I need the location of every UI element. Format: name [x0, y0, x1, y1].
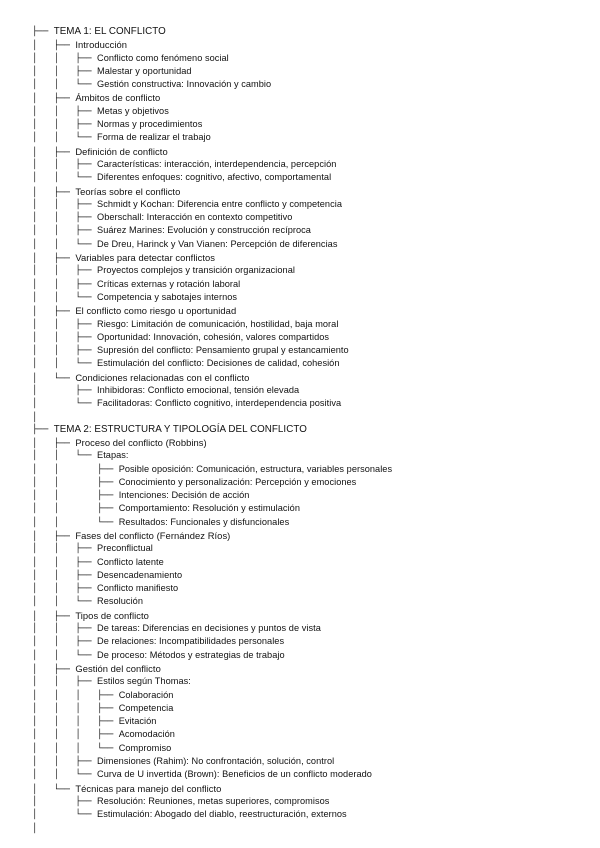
tree-connector: │ ├── [32, 531, 76, 542]
outline-item-dimensiones-rahim-no-confrontacion-soluc [32, 755, 592, 768]
topic-separator [32, 411, 592, 423]
outline-item-competencia-y-sabotajes-internos [32, 291, 592, 304]
tree-connector: │ │ ├── [32, 66, 98, 77]
tree-connector: │ │ │ ├── [32, 730, 119, 741]
outline-item-oberschall-interaccion-en-contexto-compe [32, 211, 592, 224]
outline-item-fases-del-conflicto-fernandez-rios [32, 529, 592, 542]
node-label: Diferentes enfoques: cognitivo, afectivo, comportamental [97, 172, 332, 183]
tree-connector: │ ├── [32, 611, 76, 622]
tree-connector: │ │ ├── [32, 584, 98, 595]
node-label: Inhibidoras: Conflicto emocional, tensión elevada [97, 385, 300, 396]
tree-connector: │ │ ├── [32, 491, 119, 502]
tree-connector: │ ├── [32, 386, 98, 397]
tree-connector: │ │ ├── [32, 120, 98, 131]
outline-item-oportunidad-innovacion-cohesion-valores- [32, 331, 592, 344]
outline-item-definicion-de-conflicto [32, 145, 592, 158]
outline-item-comportamiento-resolucion-y-estimulacion [32, 502, 592, 515]
node-label: Teorías sobre el conflicto [75, 185, 181, 197]
outline-item-diferentes-enfoques-cognitivo-afectivo-c [32, 171, 592, 184]
outline-item-conflicto-como-fenomeno-social [32, 52, 592, 65]
node-label: Colaboración [118, 689, 174, 700]
outline-item-metas-y-objetivos [32, 105, 592, 118]
node-label: Competencia y sabotajes internos [97, 291, 238, 302]
tree-connector: │ └── [32, 810, 98, 821]
node-label: Riesgo: Limitación de comunicación, hostilidad, baja moral [97, 318, 339, 329]
tree-connector: │ [32, 823, 38, 834]
tree-connector: │ │ ├── [32, 332, 98, 343]
outline-item-riesgo-limitacion-de-comunicacion-hostil [32, 318, 592, 331]
tree-connector: │ │ └── [32, 133, 98, 144]
outline-item-conocimiento-y-personalizacion-percepcio [32, 476, 592, 489]
tree-connector: │ │ ├── [32, 557, 98, 568]
node-label: Forma de realizar el trabajo [97, 132, 211, 143]
node-label: Posible oposición: Comunicación, estructura, variables personales [118, 463, 393, 474]
tree-connector: │ │ ├── [32, 477, 119, 488]
tree-connector: │ └── [32, 399, 98, 410]
node-label: De tareas: Diferencias en decisiones y puntos de vista [97, 623, 321, 634]
outline-item-el-conflicto-como-riesgo-u-oportunidad [32, 304, 592, 317]
outline-item-preconflictual [32, 542, 592, 555]
node-label: Gestión del conflicto [75, 662, 161, 674]
node-label: Metas y objetivos [97, 105, 169, 116]
node-label: De relaciones: Incompatibilidades personales [97, 636, 285, 647]
outline-item-acomodacion [32, 728, 592, 741]
outline-item-conflicto-latente [32, 556, 592, 569]
tree-connector: ├── [32, 27, 54, 37]
tree-connector: │ │ ├── [32, 319, 98, 330]
outline-item-estimulacion-del-conflicto-decisiones-de [32, 357, 592, 370]
tree-connector: │ ├── [32, 664, 76, 675]
outline-item-proyectos-complejos-y-transicion-organiz [32, 264, 592, 277]
tree-connector: │ ├── [32, 41, 76, 52]
outline-item-suarez-marines-evolucion-y-construccion- [32, 224, 592, 237]
node-label: Comportamiento: Resolución y estimulación [118, 503, 300, 514]
tree-connector: │ │ ├── [32, 279, 98, 290]
outline-item-introduccion [32, 38, 592, 51]
node-label: Normas y procedimientos [97, 119, 203, 130]
node-label: Condiciones relacionadas con el conflicto [75, 371, 250, 383]
tree-connector: │ │ │ ├── [32, 690, 119, 701]
node-label: Gestión constructiva: Innovación y cambio [97, 79, 272, 90]
outline-item-criticas-externas-y-rotacion-laboral [32, 278, 592, 291]
node-label: Introducción [75, 39, 128, 51]
tree-connector: │ │ ├── [32, 266, 98, 277]
outline-item-estilos-segun-thomas [32, 675, 592, 688]
node-label: Conflicto latente [97, 556, 164, 567]
node-label: Supresión del conflicto: Pensamiento grupal y estancamiento [97, 345, 349, 356]
tree-connector: │ │ └── [32, 359, 98, 370]
outline-item-evitacion [32, 715, 592, 728]
topic-title-2 [32, 423, 592, 436]
outline-item-de-dreu-harinck-y-van-vianen-percepcion- [32, 238, 592, 251]
node-label: Suárez Marines: Evolución y construcción recíproca [97, 225, 311, 236]
outline-item-normas-y-procedimientos [32, 118, 592, 131]
outline-item-gestion-constructiva-innovacion-y-cambio [32, 78, 592, 91]
node-label: Etapas: [97, 450, 129, 461]
node-label: Tipos de conflicto [75, 609, 149, 621]
outline-item-competencia [32, 702, 592, 715]
node-label: TEMA 1: EL CONFLICTO [53, 26, 166, 37]
node-label: Fases del conflicto (Fernández Ríos) [75, 529, 231, 541]
node-label: Schmidt y Kochan: Diferencia entre conflicto y competencia [97, 198, 342, 209]
topic-title-1 [32, 25, 592, 38]
tree-connector: │ │ ├── [32, 504, 119, 515]
tree-connector: │ │ └── [32, 173, 98, 184]
node-label: Resultados: Funcionales y disfuncionales [118, 516, 290, 527]
tree-connector: │ │ ├── [32, 159, 98, 170]
tree-connector: │ ├── [32, 254, 76, 265]
outline-item-conflicto-manifiesto [32, 582, 592, 595]
node-label: Conocimiento y personalización: Percepción y emociones [118, 476, 357, 487]
node-label: Dimensiones (Rahim): No confrontación, solución, control [97, 756, 335, 767]
node-label: Malestar y oportunidad [97, 65, 192, 76]
node-label: Acomodación [118, 729, 175, 740]
outline-item-ambitos-de-conflicto [32, 91, 592, 104]
tree-connector: │ [32, 412, 38, 423]
tree-connector: │ │ └── [32, 239, 98, 250]
outline-item-variables-para-detectar-conflictos [32, 251, 592, 264]
tree-connector: │ └── [32, 373, 76, 384]
outline-item-etapas [32, 449, 592, 462]
node-label: Conflicto manifiesto [97, 583, 179, 594]
tree-connector: │ ├── [32, 94, 76, 105]
outline-item-compromiso [32, 742, 592, 755]
outline-item-colaboracion [32, 689, 592, 702]
outline-item-tecnicas-para-manejo-del-conflicto [32, 782, 592, 795]
tree-connector: │ │ └── [32, 451, 98, 462]
outline-item-supresion-del-conflicto-pensamiento-grup [32, 344, 592, 357]
node-label: Resolución [97, 596, 143, 607]
node-label: Intenciones: Decisión de acción [118, 490, 250, 501]
outline-item-intenciones-decision-de-accion [32, 489, 592, 502]
tree-connector: │ ├── [32, 796, 98, 807]
tree-connector: │ │ └── [32, 770, 98, 781]
tree-connector: │ ├── [32, 187, 76, 198]
node-label: De proceso: Métodos y estrategias de trabajo [97, 649, 285, 660]
outline-item-curva-de-u-invertida-brown-beneficios-de [32, 768, 592, 781]
outline-item-inhibidoras-conflicto-emocional-tension- [32, 384, 592, 397]
tree-tail [32, 822, 592, 835]
outline-item-resultados-funcionales-y-disfuncionales [32, 516, 592, 529]
outline-item-estimulacion-abogado-del-diablo-reestruc [32, 808, 592, 821]
node-label: Ámbitos de conflicto [75, 92, 161, 104]
node-label: Desencadenamiento [97, 569, 183, 580]
outline-item-de-proceso-metodos-y-estrategias-de-trab [32, 649, 592, 662]
tree-connector: │ │ └── [32, 517, 119, 528]
tree-connector: ├── [32, 424, 54, 435]
tree-connector: │ └── [32, 784, 76, 795]
node-label: Conflicto como fenómeno social [97, 52, 229, 63]
node-label: TEMA 2: ESTRUCTURA Y TIPOLOGÍA DEL CONFLICTO [53, 423, 307, 435]
tree-connector: │ │ ├── [32, 570, 98, 581]
node-label: Proceso del conflicto (Robbins) [75, 436, 207, 448]
tree-connector: │ │ ├── [32, 624, 98, 635]
outline-item-desencadenamiento [32, 569, 592, 582]
tree-connector: │ │ │ ├── [32, 717, 119, 728]
node-label: Compromiso [118, 742, 172, 753]
outline-item-malestar-y-oportunidad [32, 65, 592, 78]
outline-item-de-relaciones-incompatibilidades-persona [32, 635, 592, 648]
outline-item-condiciones-relacionadas-con-el-conflict [32, 371, 592, 384]
outline-item-de-tareas-diferencias-en-decisiones-y-pu [32, 622, 592, 635]
tree-connector: │ │ │ ├── [32, 703, 119, 714]
tree-connector: │ │ ├── [32, 346, 98, 357]
tree-connector: │ │ ├── [32, 53, 98, 64]
tree-connector: │ │ └── [32, 597, 98, 608]
outline-item-gestion-del-conflicto [32, 662, 592, 675]
outline-item-facilitadoras-conflicto-cognitivo-interd [32, 397, 592, 410]
tree-connector: │ │ └── [32, 292, 98, 303]
tree-connector: │ │ ├── [32, 677, 98, 688]
outline-item-teorias-sobre-el-conflicto [32, 185, 592, 198]
node-label: Preconflictual [97, 543, 153, 554]
outline-item-schmidt-y-kochan-diferencia-entre-confli [32, 198, 592, 211]
node-label: Competencia [118, 702, 174, 713]
outline-item-forma-de-realizar-el-trabajo [32, 131, 592, 144]
tree-connector: │ │ ├── [32, 464, 119, 475]
node-label: Definición de conflicto [75, 145, 168, 157]
node-label: Resolución: Reuniones, metas superiores, compromisos [97, 795, 330, 806]
tree-connector: │ │ ├── [32, 226, 98, 237]
node-label: Facilitadoras: Conflicto cognitivo, interdependencia positiva [97, 398, 342, 409]
node-label: Características: interacción, interdependencia, percepción [97, 158, 337, 169]
outline-tree [32, 25, 592, 835]
tree-connector: │ ├── [32, 307, 76, 318]
node-label: Estimulación del conflicto: Decisiones de calidad, cohesión [97, 358, 340, 369]
tree-connector: │ │ │ └── [32, 743, 119, 754]
node-label: Proyectos complejos y transición organizacional [97, 265, 295, 276]
node-label: Técnicas para manejo del conflicto [75, 782, 222, 794]
node-label: Estilos según Thomas: [97, 676, 191, 687]
node-label: Curva de U invertida (Brown): Beneficios de un conflicto moderado [97, 769, 372, 780]
node-label: Estimulación: Abogado del diablo, reestructuración, externos [97, 809, 347, 820]
node-label: Críticas externas y rotación laboral [97, 278, 241, 289]
tree-connector: │ │ ├── [32, 757, 98, 768]
tree-connector: │ │ ├── [32, 637, 98, 648]
tree-connector: │ │ ├── [32, 199, 98, 210]
tree-connector: │ ├── [32, 438, 76, 449]
outline-item-posible-oposicion-comunicacion-estructur [32, 463, 592, 476]
outline-item-caracteristicas-interaccion-interdepende [32, 158, 592, 171]
outline-item-tipos-de-conflicto [32, 609, 592, 622]
tree-connector: │ ├── [32, 147, 76, 158]
tree-connector: │ │ ├── [32, 213, 98, 224]
node-label: De Dreu, Harinck y Van Vianen: Percepción de diferencias [97, 238, 338, 249]
outline-item-proceso-del-conflicto-robbins [32, 436, 592, 449]
outline-item-resolucion-reuniones-metas-superiores-co [32, 795, 592, 808]
tree-connector: │ │ └── [32, 80, 98, 91]
node-label: Variables para detectar conflictos [75, 252, 215, 264]
node-label: Oportunidad: Innovación, cohesión, valores compartidos [97, 331, 330, 342]
node-label: Oberschall: Interacción en contexto competitivo [97, 212, 293, 223]
node-label: El conflicto como riesgo u oportunidad [75, 305, 237, 317]
tree-connector: │ │ ├── [32, 106, 98, 117]
tree-connector: │ │ └── [32, 650, 98, 661]
outline-item-resolucion [32, 595, 592, 608]
tree-connector: │ │ ├── [32, 544, 98, 555]
node-label: Evitación [118, 716, 157, 727]
